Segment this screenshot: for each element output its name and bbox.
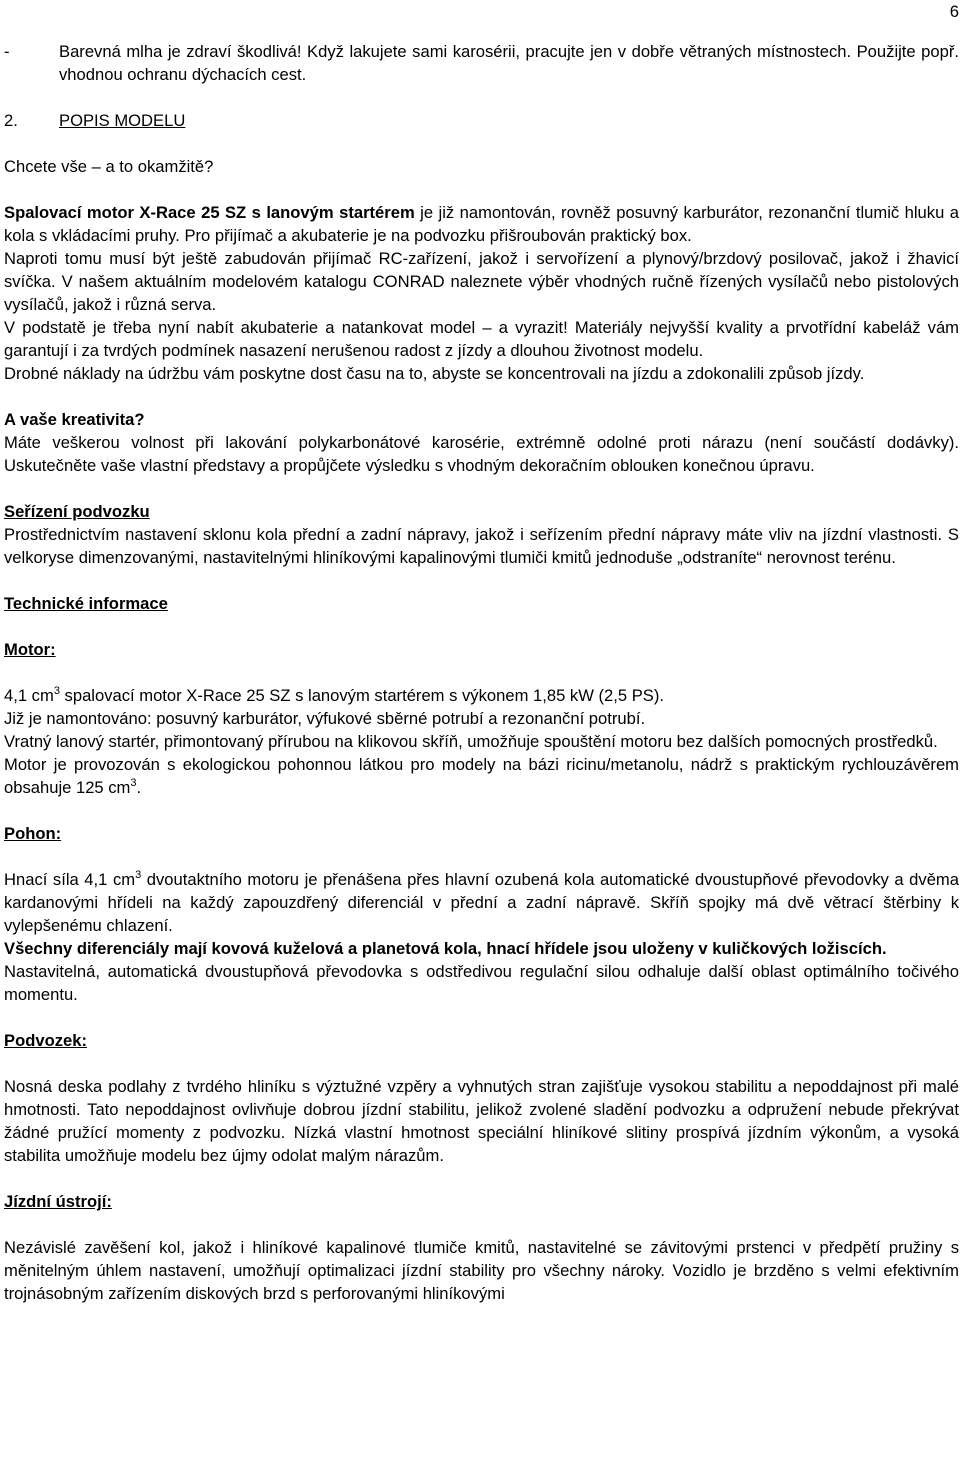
motor-label: Motor:: [4, 640, 56, 659]
section-title: POPIS MODELU: [59, 111, 186, 130]
tech-heading: Technické informace: [4, 594, 168, 613]
drive-paragraph-1: Hnací síla 4,1 $cm^3$ dvoutaktního motoru je přenášena přes hlavní ozubená kola automatické dvoustupňové převodovky a dvěma kardanovými hřídeli na každý zapouzdřený diferenciál v přední a zadní nápravě. Skříň spojky má dvě větrací štěrbiny k vylepšenému chlazení.: [4, 869, 959, 935]
creativity-heading: A vaše kreativita?: [4, 410, 145, 429]
suspension-text: Nezávislé zavěšení kol, jakož i hliníkové kapalinové tlumiče kmitů, nastavitelné se závitovými prstenci v předpětí pružiny s měnitelným úhlem nastavení, umožňují optimalizaci jízdní stability pro všechny nároky. Vozidlo je brzděno s velmi efektivním trojnásobným zařízením diskových brzd s perforovanými hliníkovými: [4, 1238, 959, 1303]
motor-line-1: 4,1 $cm^3$ spalovací motor X-Race 25 SZ s lanovým startérem s výkonem 1,85 kW (2,5 PS).: [4, 685, 664, 705]
intro-paragraph-4: Drobné náklady na údržbu vám poskytne dost času na to, abyste se koncentrovali na jízdu a zdokonalili způsob jízdy.: [4, 364, 865, 383]
chassis-setup-heading: Seřízení podvozku: [4, 502, 150, 521]
intro-paragraph-1: Spalovací motor X-Race 25 SZ s lanovým startérem je již namontován, rovněž posuvný karburátor, rezonanční tlumič hluku a kola s vkládacími pruhy. Pro přijímač a akubaterie je na podvozku přišroubován praktický box.: [4, 203, 959, 245]
page-number: 6: [949, 2, 959, 21]
chassis-text: Nosná deska podlahy z tvrdého hliníku s výztužné vzpěry a vyhnutých stran zajišťuje vysokou stabilitu a nepoddajnost při malé hmotnosti. Tato nepoddajnost ovlivňuje dobrou jízdní stabilitu, jelikož zvolené sladění podvozku a odpružení nebude překrývat žádné pružící momenty z podvozku. Nízká vlastní hmotnost speciální hliníkové slitiny prospívá jízdním výkonům, a vysoká stabilita umožňuje modelu bez újmy odolat malým nárazům.: [4, 1077, 959, 1165]
bullet-dash: -: [4, 42, 10, 61]
motor-line-4: Motor je provozován s ekologickou pohonnou látkou pro modely na bázi ricinu/metanolu, nádrž s praktickým rychlouzávěrem obsahuje 125 $cm^3$.: [4, 755, 959, 797]
drive-label: Pohon:: [4, 824, 62, 843]
motor-line-3: Vratný lanový startér, přimontovaný přírubou na klikovou skříň, umožňuje spouštění motoru bez dalších pomocných prostředků.: [4, 732, 938, 751]
chassis-label: Podvozek:: [4, 1031, 87, 1050]
motor-line-2: Již je namontováno: posuvný karburátor, výfukové sběrné potrubí a rezonanční potrubí.: [4, 709, 646, 728]
drive-paragraph-2: Všechny diferenciály mají kovová kuželová a planetová kola, hnací hřídele jsou uloženy v kuličkových ložiscích.: [4, 939, 887, 958]
warning-item: [4, 40, 959, 86]
section-number: 2.: [4, 111, 18, 130]
engine-bold-text: Spalovací motor X-Race 25 SZ s lanovým startérem: [4, 203, 415, 222]
drive-paragraph-3: Nastavitelná, automatická dvoustupňová převodovka s odstředivou regulační silou odhaluje další oblast optimálního točivého momentu.: [4, 962, 959, 1004]
suspension-label: Jízdní ústrojí:: [4, 1192, 112, 1211]
intro-heading: Chcete vše – a to okamžitě?: [4, 157, 214, 176]
warning-text: Barevná mlha je zdraví škodlivá! Když lakujete sami karosérii, pracujte jen v dobře větraných místnostech. Použijte popř. vhodnou ochranu dýchacích cest.: [59, 42, 959, 84]
document-page: [4, 0, 959, 1305]
intro-paragraph-3: V podstatě je třeba nyní nabít akubaterie a natankovat model – a vyrazit! Materiály nejvyšší kvality a prvotřídní kabeláž vám garantují i za tvrdých podmínek nasazení nerušenou radost z jízdy a dlouhou životnost modelu.: [4, 318, 960, 360]
section-heading: [4, 109, 959, 132]
creativity-text: Máte veškerou volnost při lakování polykarbonátové karosérie, extrémně odolné proti nárazu (není součástí dodávky). Uskutečněte vaše vlastní představy a propůjčete výsledku s vhodným dekoračním oblouken konečnou úpravu.: [4, 433, 959, 475]
chassis-setup-text: Prostřednictvím nastavení sklonu kola přední a zadní nápravy, jakož i seřízením přední nápravy máte vliv na jízdní vlastnosti. S velkoryse dimenzovanými, nastavitelnými hliníkovými kapalinovými tlumiči kmitů jednoduše „odstraníte“ nerovnost terénu.: [4, 525, 959, 567]
intro-paragraph-2: Naproti tomu musí být ještě zabudován přijímač RC-zařízení, jakož i servořízení a plynový/brzdový posilovač, jakož i žhavicí svíčka. V našem aktuálním modelovém katalogu CONRAD naleznete výběr vhodných ručně řízených vysílačů nebo pistolových vysílačů, jakož i různá serva.: [4, 249, 959, 314]
